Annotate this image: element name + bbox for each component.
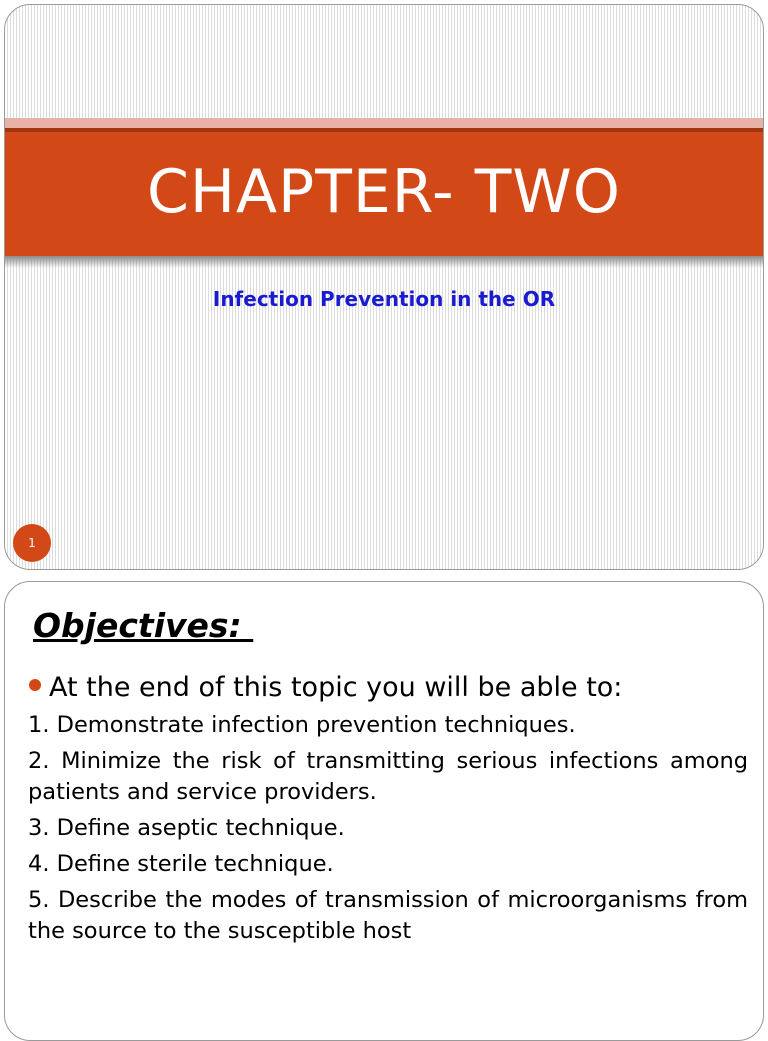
objectives-heading: Objectives:: [33, 606, 254, 645]
bullet-icon: [29, 679, 41, 691]
slide-objectives: [4, 581, 764, 1041]
objective-item: 2. Minimize the risk of transmitting serious infections among patients and service providers.: [28, 748, 748, 805]
objective-item: 5. Describe the modes of transmission of microorganisms from the source to the susceptible host: [28, 887, 748, 944]
objectives-intro-text: At the end of this topic you will be able to:: [49, 672, 623, 703]
page-number-badge: 1: [13, 524, 51, 562]
slide-title: [4, 4, 764, 570]
objective-item: 1. Demonstrate infection prevention techniques.: [28, 712, 576, 738]
objective-item: 3. Define aseptic technique.: [28, 815, 345, 841]
decorative-strip: [5, 118, 763, 128]
objective-item: 4. Define sterile technique.: [28, 851, 334, 877]
title-band-shadow: [5, 256, 763, 268]
chapter-title: CHAPTER- TWO: [147, 157, 621, 227]
chapter-subtitle: Infection Prevention in the OR: [212, 287, 556, 311]
objectives-list: [28, 710, 748, 952]
objectives-intro: [29, 672, 622, 703]
title-band: [5, 128, 763, 256]
